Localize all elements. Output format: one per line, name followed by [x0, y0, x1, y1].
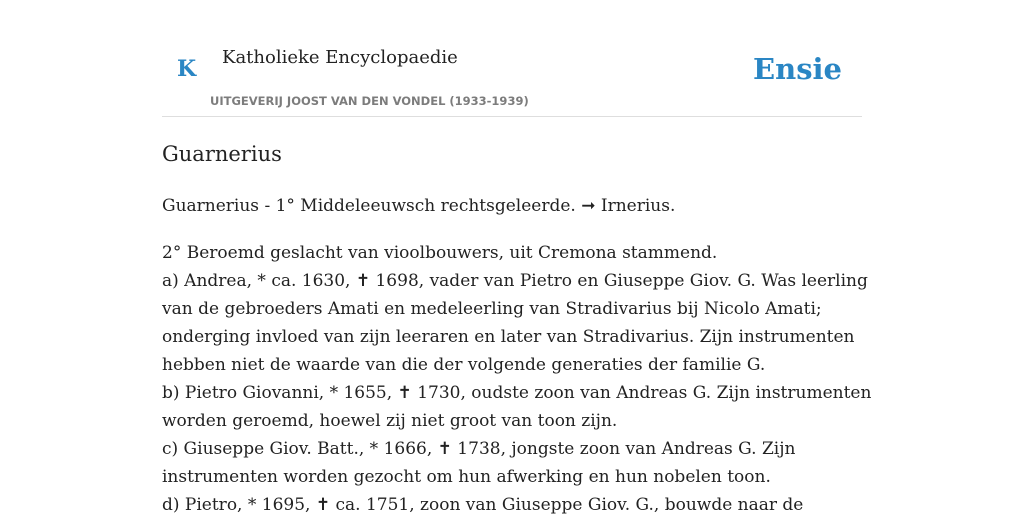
publisher-label: UITGEVERIJ JOOST VAN DEN VONDEL (1933-1939)	[210, 94, 529, 108]
article-body	[162, 192, 872, 519]
ensie-brand-logo[interactable]: Ensie	[753, 52, 842, 86]
encyclopedia-title-link[interactable]: Katholieke Encyclopaedie	[222, 47, 458, 68]
article-line: worden geroemd, hoewel zij niet groot van toon zijn.	[162, 411, 618, 431]
article-title: Guarnerius	[162, 142, 282, 166]
article-line: hebben niet de waarde van die der volgende generaties der familie G.	[162, 355, 766, 375]
page	[162, 0, 872, 515]
article-line: a) Andrea, * ca. 1630, ✝ 1698, vader van Pietro en Giuseppe Giov. G. Was leerling	[162, 271, 868, 291]
article-line: instrumenten worden gezocht om hun afwerking en hun nobelen toon.	[162, 467, 771, 487]
article-line: c) Giuseppe Giov. Batt., * 1666, ✝ 1738, jongste zoon van Andreas G. Zijn	[162, 439, 796, 459]
site-header	[162, 0, 862, 117]
article-line: d) Pietro, * 1695, ✝ ca. 1751, zoon van Giuseppe Giov. G., bouwde naar de	[162, 495, 804, 515]
article-line: 2° Beroemd geslacht van vioolbouwers, uit Cremona stammend.	[162, 243, 718, 263]
article-line: van de gebroeders Amati en medeleerling van Stradivarius bij Nicolo Amati;	[162, 299, 822, 319]
article-paragraph	[162, 239, 872, 519]
encyclopedia-logo-icon[interactable]: K	[177, 56, 197, 82]
article-line: b) Pietro Giovanni, * 1655, ✝ 1730, oudste zoon van Andreas G. Zijn instrumenten	[162, 383, 872, 403]
article-line: onderging invloed van zijn leeraren en later van Stradivarius. Zijn instrumenten	[162, 327, 855, 347]
article-intro: Guarnerius - 1° Middeleeuwsch rechtsgeleerde. ➞ Irnerius.	[162, 196, 676, 216]
